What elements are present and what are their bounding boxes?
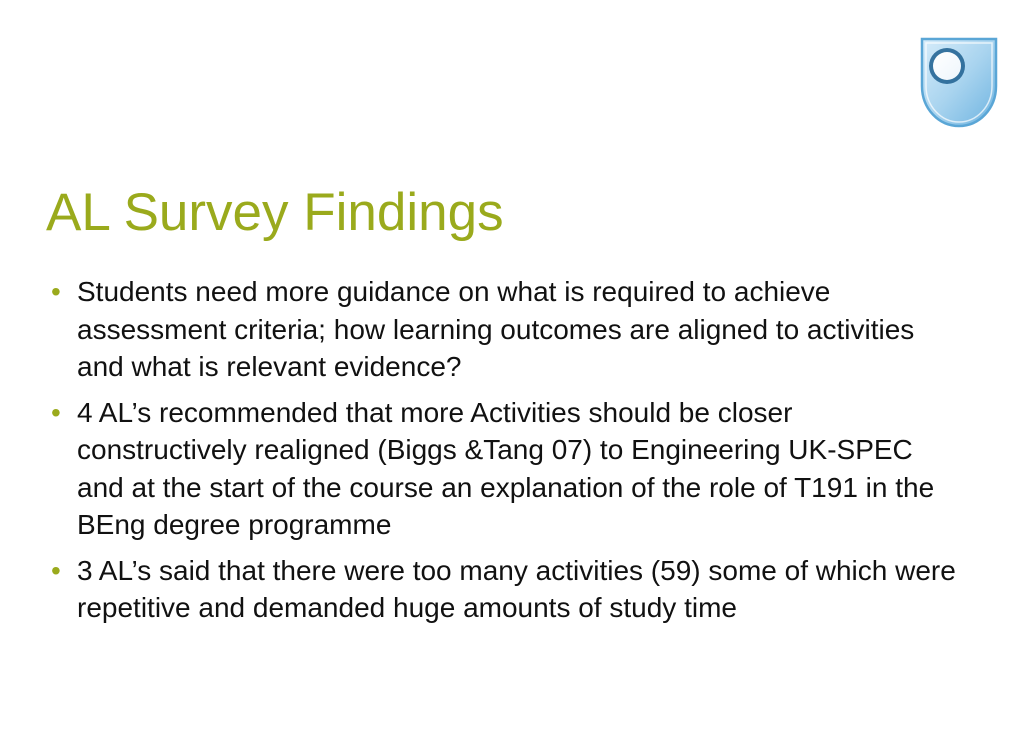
list-item <box>46 552 966 627</box>
bullet-text: 4 AL’s recommended that more Activities should be closer constructively realigned (Biggs &Tang 07) to Engineering UK-SPEC and at the start of the course an explanation of the role of T191 in the BEng degree programme <box>77 396 935 540</box>
open-university-shield-icon <box>919 36 999 130</box>
list-item <box>46 273 966 386</box>
bullet-marker: • <box>51 396 61 428</box>
bullet-marker: • <box>51 554 61 586</box>
slide-title: AL Survey Findings <box>46 183 504 242</box>
bullet-marker: • <box>51 276 61 307</box>
bullet-text: 3 AL’s said that there were too many activities (59) some of which were repetitive and demanded huge amounts of study time <box>77 554 956 623</box>
list-item <box>46 394 966 544</box>
bullet-text: Students need more guidance on what is required to achieve assessment criteria; how learning outcomes are aligned to activities and what is relevant evidence? <box>77 276 915 382</box>
bullet-list <box>46 273 966 635</box>
